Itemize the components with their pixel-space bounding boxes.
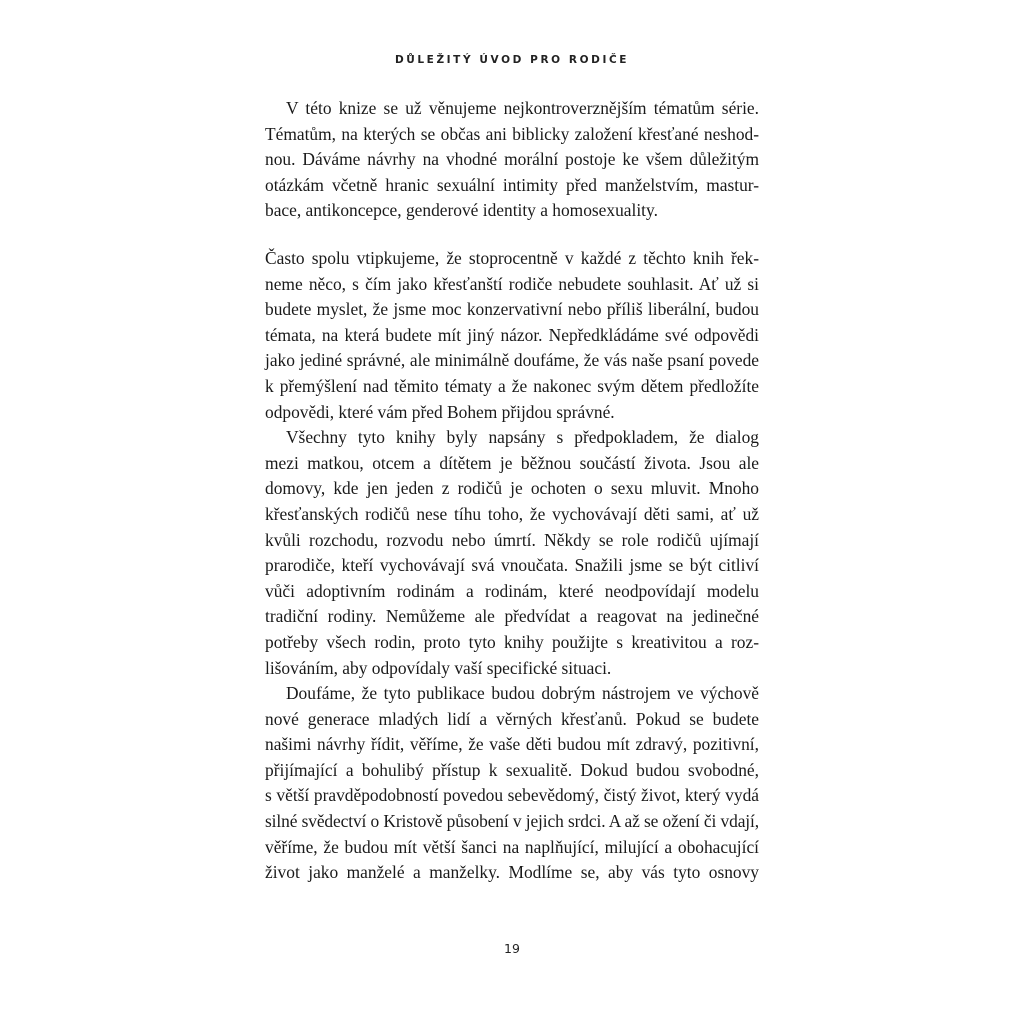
text-line: vůči adoptivním rodinám a rodinám, které neodpovídají modelu (265, 580, 759, 601)
text-line: našimi návrhy řídit, věříme, že vaše děti budou mít zdravý, pozitivní, (265, 734, 759, 755)
text-line: silné svědectví o Kristově působení v jejich srdci. A až se ožení či vdají, (265, 811, 759, 832)
text-line: prarodiče, kteří vychovávají svá vnoučata. Snažili jsme se být citliví (265, 555, 759, 576)
text-line: tradiční rodiny. Nemůžeme ale předvídat a reagovat na jedinečné (265, 606, 759, 627)
text-line: život jako manželé a manželky. Modlíme se, aby vás tyto osnovy (265, 862, 759, 883)
text-line: lišováním, aby odpovídaly vaší specifické situaci. (265, 657, 612, 678)
text-line: bace, antikoncepce, genderové identity a homosexuality. (265, 200, 658, 221)
text-line: témata, na která budete mít jiný názor. Nepředkládáme své odpovědi (265, 324, 759, 345)
text-line: nou. Dáváme návrhy na vhodné morální postoje ke všem důležitým (265, 149, 759, 170)
running-header: DŮLEŽITÝ ÚVOD PRO RODIČE (394, 54, 630, 66)
text-line: V této knize se už věnujeme nejkontroverznějším tématům série. (286, 98, 759, 118)
text-line: Všechny tyto knihy byly napsány s předpokladem, že dialog (286, 427, 759, 448)
text-line: odpovědi, které vám před Bohem přijdou správné. (265, 401, 615, 422)
text-line: mezi matkou, otcem a dítětem je běžnou součástí života. Jsou ale (265, 452, 759, 473)
text-line: věříme, že budou mít větší šanci na naplňující, milující a obohacující (265, 836, 759, 857)
paragraph-1 (265, 96, 759, 224)
text-line: Často spolu vtipkujeme, že stoprocentně v každé z těchto knih řek- (265, 248, 759, 268)
text-line: Tématům, na kterých se občas ani biblicky založení křesťané neshod- (265, 123, 759, 144)
text-line: domovy, kde jen jeden z rodičů je ochoten o sexu mluvit. Mnoho (265, 478, 759, 499)
page-number: 19 (504, 941, 520, 956)
text-line: neme něco, s čím jako křesťanští rodiče nebudete souhlasit. Ať už si (265, 273, 759, 294)
text-line: přijímající a bohulibý přístup k sexualitě. Dokud budou svobodné, (265, 759, 759, 780)
text-line: kvůli rozchodu, rozvodu nebo úmrtí. Někdy se role rodičů ujímají (265, 529, 759, 550)
text-line: budete myslet, že jsme moc konzervativní nebo příliš liberální, budou (265, 299, 759, 320)
text-line: Doufáme, že tyto publikace budou dobrým nástrojem ve výchově (286, 683, 759, 704)
text-line: křesťanských rodičů nese tíhu toho, že vychovávají děti sami, ať už (265, 503, 759, 524)
text-line: nové generace mladých lidí a věrných křesťanů. Pokud se budete (265, 708, 759, 729)
text-line: k přemýšlení nad těmito tématy a že nakonec svým dětem předložíte (265, 375, 759, 396)
text-line: s větší pravděpodobností povedou sebevědomý, čistý život, který vydá (265, 785, 759, 806)
text-line: otázkám včetně hranic sexuální intimity před manželstvím, mastur- (265, 174, 759, 195)
text-line: potřeby všech rodin, proto tyto knihy použijte s kreativitou a roz- (265, 631, 759, 652)
paragraphs-block (265, 246, 759, 886)
text-line: jako jediné správné, ale minimálně doufáme, že vás naše psaní povede (265, 350, 759, 371)
